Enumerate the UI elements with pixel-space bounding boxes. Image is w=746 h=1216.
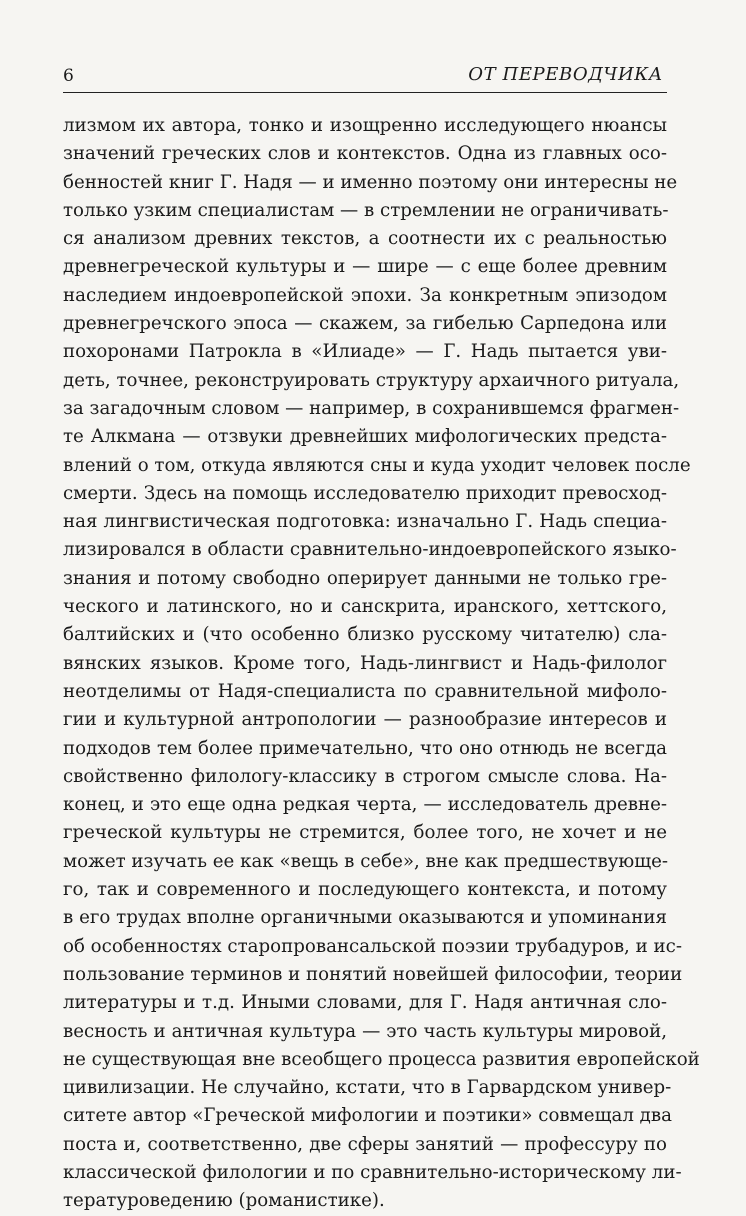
text-line: похоронами Патрокла в «Илиаде» — Г. Надь пытается уви-: [63, 341, 667, 363]
text-line: древнегречского эпоса — скажем, за гибелью Сарпедона или: [63, 313, 667, 335]
text-line: древнегреческой культуры и — шире — с еще более древним: [63, 256, 667, 278]
text-line: знания и потому свободно оперирует данными не только гре-: [63, 567, 667, 589]
text-line: свойственно филологу-классику в строгом смысле слова. На-: [63, 765, 667, 787]
text-line: бенностей книг Г. Надя — и именно поэтому они интересны не: [63, 171, 678, 193]
text-line: цивилизации. Не случайно, кстати, что в Гарвардском универ-: [63, 1077, 672, 1099]
text-line: подходов тем более примечательно, что оно отнюдь не всегда: [63, 737, 667, 759]
text-line: конец, и это еще одна редкая черта, — исследователь древне-: [63, 794, 667, 816]
text-line: классической филологии и по сравнительно-историческому ли-: [63, 1161, 682, 1183]
text-line: значений греческих слов и контекстов. Одна из главных осо-: [63, 143, 667, 165]
page-number: 6: [63, 66, 74, 86]
body-text: [63, 112, 700, 1216]
text-line: пользование терминов и понятий новейшей философии, теории: [63, 963, 683, 985]
text-line-last: тературоведению (романистике).: [63, 1190, 385, 1212]
text-line: об особенностях старопровансальской поэзии трубадуров, и ис-: [63, 935, 682, 957]
text-line: поста и, соответственно, две сферы занятий — профессуру по: [63, 1133, 667, 1155]
running-title: ОТ ПЕРЕВОДЧИКА: [468, 64, 663, 85]
text-line: балтийских и (что особенно близко русскому читателю) сла-: [63, 624, 667, 646]
text-line: ситете автор «Греческой мифологии и поэтики» совмещал два: [63, 1105, 672, 1127]
text-line: гии и культурной антропологии — разнообразие интересов и: [63, 709, 667, 731]
text-line: неотделимы от Надя-специалиста по сравнительной мифоло-: [63, 680, 667, 702]
text-line: смерти. Здесь на помощь исследователю приходит превосход-: [63, 482, 667, 504]
text-line: те Алкмана — отзвуки древнейших мифологических предста-: [63, 426, 667, 448]
text-line: лизировался в области сравнительно-индоевропейского языко-: [63, 539, 677, 561]
text-line: весность и античная культура — это часть культуры мировой,: [63, 1020, 667, 1042]
text-line: деть, точнее, реконструировать структуру архаичного ритуала,: [63, 369, 680, 391]
text-line: может изучать ее как «вещь в себе», вне как предшествующе-: [63, 850, 669, 872]
text-line: лизмом их автора, тонко и изощренно исследующего нюансы: [63, 115, 667, 136]
text-line: греческой культуры не стремится, более того, не хочет и не: [63, 822, 667, 844]
text-line: литературы и т.д. Иными словами, для Г. Надя античная сло-: [63, 992, 667, 1014]
text-line: ная лингвистическая подготовка: изначально Г. Надь специа-: [63, 511, 667, 533]
running-head: [63, 62, 667, 92]
text-line: за загадочным словом — например, в сохранившемся фрагмен-: [63, 397, 680, 419]
text-line: го, так и современного и последующего контекста, и потому: [63, 879, 667, 901]
text-line: ческого и латинского, но и санскрита, иранского, хеттского,: [63, 596, 667, 618]
text-line: ся анализом древних текстов, а соотнести их с реальностью: [63, 228, 667, 250]
text-line: в его трудах вполне органичными оказываются и упоминания: [63, 907, 667, 929]
header-rule: [63, 92, 667, 93]
text-line: влений о том, откуда являются сны и куда уходит человек после: [63, 454, 691, 476]
text-line: вянских языков. Кроме того, Надь-лингвист и Надь-филолог: [63, 652, 667, 674]
text-line: наследием индоевропейской эпохи. За конкретным эпизодом: [63, 284, 667, 306]
text-line: не существующая вне всеобщего процесса развития европейской: [63, 1048, 700, 1070]
text-line: только узким специалистам — в стремлении не ограничивать-: [63, 199, 669, 221]
